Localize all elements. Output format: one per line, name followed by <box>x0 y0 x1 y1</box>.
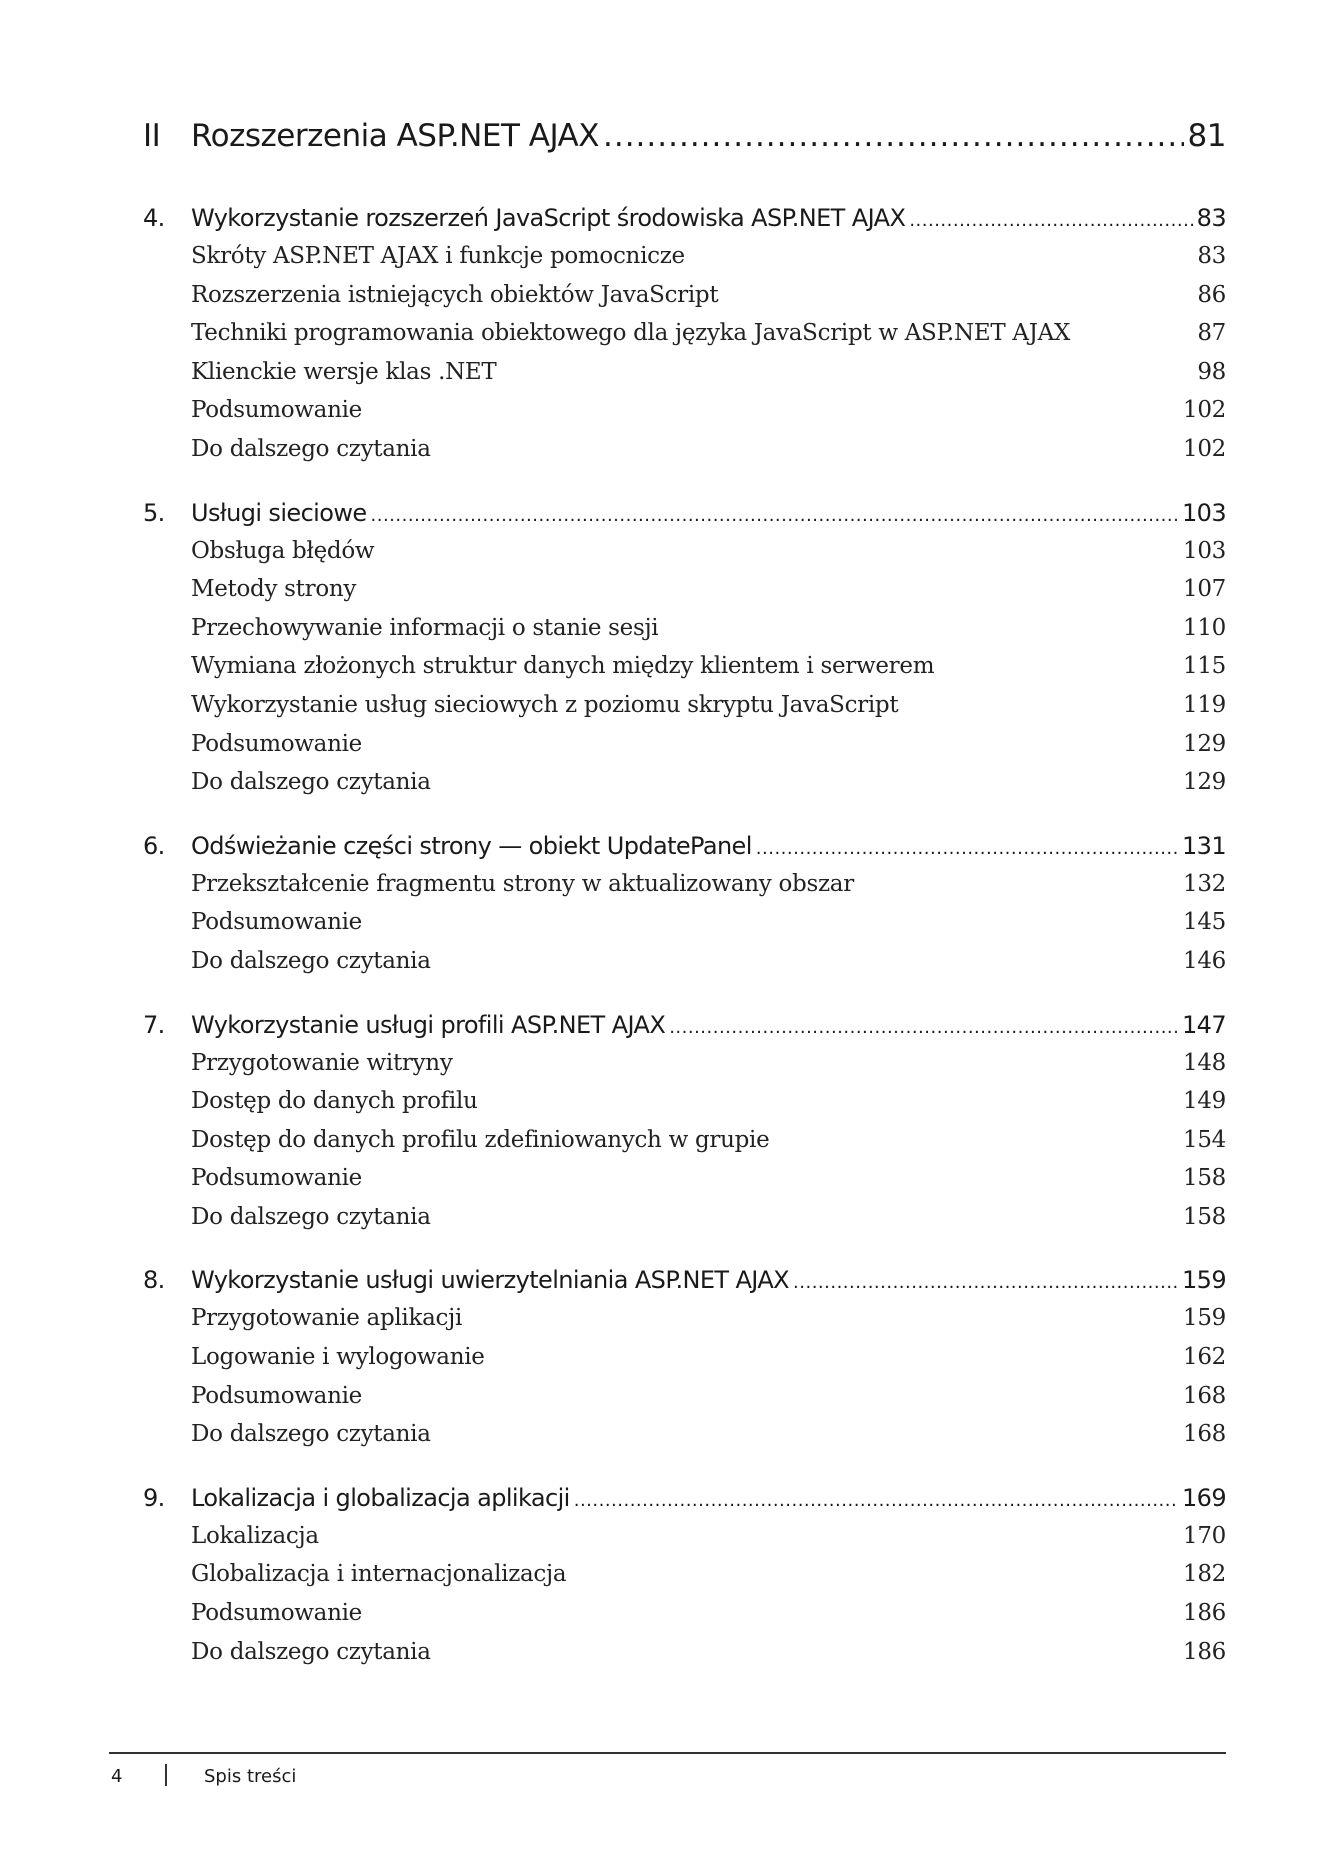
section-page-number: 86 <box>1197 281 1226 308</box>
chapter-title: Wykorzystanie usługi profili ASP.NET AJAX <box>191 1010 666 1039</box>
chapter-page-number: 169 <box>1181 1483 1226 1512</box>
page-footer <box>109 1752 1226 1794</box>
chapter-title: Wykorzystanie usługi uwierzytelniania ASP.NET AJAX <box>191 1266 790 1295</box>
footer-separator <box>165 1764 167 1786</box>
leader-dots <box>371 505 1178 526</box>
section-title: Logowanie i wylogowanie <box>191 1344 485 1371</box>
section-entry[interactable] <box>143 948 1226 987</box>
section-title: Rozszerzenia istniejących obiektów JavaScript <box>191 281 719 308</box>
section-entry[interactable] <box>143 871 1226 910</box>
section-page-number: 115 <box>1183 653 1226 680</box>
table-of-contents <box>143 118 1226 1701</box>
section-page-number: 132 <box>1183 870 1226 897</box>
section-entry[interactable] <box>143 436 1226 475</box>
chapter-number: 5. <box>143 498 165 527</box>
section-entry[interactable] <box>143 282 1226 321</box>
section-page-number: 154 <box>1183 1126 1226 1153</box>
chapter-heading[interactable] <box>143 1484 1226 1523</box>
section-entry[interactable] <box>143 909 1226 948</box>
part-page-number: 81 <box>1187 118 1226 154</box>
footer-page-number: 4 <box>111 1766 123 1787</box>
section-entry[interactable] <box>143 1421 1226 1460</box>
chapter <box>143 1266 1226 1459</box>
chapter-number: 7. <box>143 1010 165 1039</box>
section-entry[interactable] <box>143 359 1226 398</box>
section-page-number: 170 <box>1183 1522 1226 1549</box>
leader-dots <box>756 838 1178 859</box>
section-entry[interactable] <box>143 1344 1226 1383</box>
part-heading <box>143 118 1226 178</box>
section-page-number: 149 <box>1183 1088 1226 1115</box>
chapter-number: 6. <box>143 831 165 860</box>
section-page-number: 145 <box>1183 909 1226 936</box>
section-page-number: 182 <box>1183 1561 1226 1588</box>
leader-dots <box>603 118 1184 154</box>
chapter-heading[interactable] <box>143 832 1226 871</box>
section-page-number: 129 <box>1183 769 1226 796</box>
section-title: Do dalszego czytania <box>191 435 431 462</box>
section-page-number: 103 <box>1183 537 1226 564</box>
section-title: Wykorzystanie usług sieciowych z poziomu skryptu JavaScript <box>191 691 899 718</box>
section-page-number: 119 <box>1183 691 1226 718</box>
section-title: Przygotowanie aplikacji <box>191 1305 462 1332</box>
section-entry[interactable] <box>143 1523 1226 1562</box>
chapter <box>143 499 1226 808</box>
section-title: Klienckie wersje klas .NET <box>191 358 497 385</box>
chapter-title: Wykorzystanie rozszerzeń JavaScript środowiska ASP.NET AJAX <box>191 204 906 232</box>
section-title: Przechowywanie informacji o stanie sesji <box>191 614 659 641</box>
section-page-number: 186 <box>1183 1638 1226 1665</box>
section-title: Podsumowanie <box>191 1382 362 1409</box>
section-entry[interactable] <box>143 615 1226 654</box>
section-entry[interactable] <box>143 1088 1226 1127</box>
chapter <box>143 204 1226 475</box>
section-page-number: 158 <box>1183 1165 1226 1192</box>
section-page-number: 87 <box>1197 320 1226 347</box>
section-title: Podsumowanie <box>191 1165 362 1192</box>
section-entry[interactable] <box>143 1639 1226 1678</box>
chapter-heading[interactable] <box>143 1266 1226 1305</box>
section-page-number: 162 <box>1183 1344 1226 1371</box>
section-page-number: 129 <box>1183 730 1226 757</box>
section-entry[interactable] <box>143 1204 1226 1243</box>
chapter-title: Usługi sieciowe <box>191 498 367 527</box>
section-title: Podsumowanie <box>191 1600 362 1627</box>
chapter-page-number: 83 <box>1196 204 1226 232</box>
chapter-heading[interactable] <box>143 499 1226 538</box>
chapter-title: Lokalizacja i globalizacja aplikacji <box>191 1483 570 1512</box>
leader-dots <box>574 1490 1178 1511</box>
section-page-number: 102 <box>1183 435 1226 462</box>
leader-dots <box>669 1017 1178 1038</box>
leader-dots <box>793 1272 1178 1293</box>
section-entry[interactable] <box>143 692 1226 731</box>
section-entry[interactable] <box>143 769 1226 808</box>
section-page-number: 159 <box>1183 1305 1226 1332</box>
section-title: Podsumowanie <box>191 730 362 757</box>
chapter-number: 8. <box>143 1266 165 1295</box>
section-entry[interactable] <box>143 1127 1226 1166</box>
section-entry[interactable] <box>143 576 1226 615</box>
section-entry[interactable] <box>143 1561 1226 1600</box>
chapter-page-number: 131 <box>1181 831 1226 860</box>
section-title: Lokalizacja <box>191 1522 319 1549</box>
section-page-number: 98 <box>1197 358 1226 385</box>
section-page-number: 107 <box>1183 576 1226 603</box>
section-page-number: 110 <box>1183 614 1226 641</box>
chapter-page-number: 159 <box>1181 1266 1226 1295</box>
chapter-number: 9. <box>143 1483 165 1512</box>
section-title: Do dalszego czytania <box>191 1638 431 1665</box>
section-title: Wymiana złożonych struktur danych między klientem i serwerem <box>191 653 935 680</box>
section-entry[interactable] <box>143 320 1226 359</box>
section-title: Techniki programowania obiektowego dla języka JavaScript w ASP.NET AJAX <box>191 320 1071 347</box>
section-page-number: 168 <box>1183 1382 1226 1409</box>
section-entry[interactable] <box>143 1305 1226 1344</box>
section-title: Do dalszego czytania <box>191 1421 431 1448</box>
section-title: Do dalszego czytania <box>191 947 431 974</box>
part-number: II <box>143 118 161 154</box>
section-title: Podsumowanie <box>191 397 362 424</box>
section-page-number: 158 <box>1183 1203 1226 1230</box>
chapter-page-number: 147 <box>1181 1010 1226 1039</box>
section-page-number: 186 <box>1183 1600 1226 1627</box>
chapter-heading[interactable] <box>143 1011 1226 1050</box>
chapter-heading[interactable] <box>143 204 1226 243</box>
section-title: Metody strony <box>191 576 357 603</box>
chapter-page-number: 103 <box>1181 498 1226 527</box>
section-entry[interactable] <box>143 653 1226 692</box>
leader-dots <box>909 210 1192 231</box>
section-title: Przygotowanie witryny <box>191 1049 453 1076</box>
section-title: Dostęp do danych profilu <box>191 1088 478 1115</box>
section-title: Do dalszego czytania <box>191 1203 431 1230</box>
section-entry[interactable] <box>143 1383 1226 1422</box>
section-title: Globalizacja i internacjonalizacja <box>191 1561 567 1588</box>
section-entry[interactable] <box>143 1050 1226 1089</box>
chapter <box>143 1484 1226 1677</box>
footer-label: Spis treści <box>204 1766 297 1787</box>
chapter <box>143 1011 1226 1243</box>
section-page-number: 148 <box>1183 1049 1226 1076</box>
chapter-title: Odświeżanie części strony — obiekt UpdatePanel <box>191 831 752 860</box>
section-title: Skróty ASP.NET AJAX i funkcje pomocnicze <box>191 243 685 269</box>
section-entry[interactable] <box>143 397 1226 436</box>
chapter-number: 4. <box>143 204 165 232</box>
section-title: Dostęp do danych profilu zdefiniowanych w grupie <box>191 1126 770 1153</box>
section-page-number: 83 <box>1197 243 1226 269</box>
section-page-number: 168 <box>1183 1421 1226 1448</box>
section-page-number: 102 <box>1183 397 1226 424</box>
chapter <box>143 832 1226 987</box>
section-entry[interactable] <box>143 1165 1226 1204</box>
section-title: Przekształcenie fragmentu strony w aktualizowany obszar <box>191 870 854 897</box>
section-entry[interactable] <box>143 243 1226 282</box>
section-title: Obsługa błędów <box>191 537 375 564</box>
chapter-list <box>143 204 1226 1677</box>
section-entry[interactable] <box>143 538 1226 577</box>
section-title: Podsumowanie <box>191 909 362 936</box>
section-entry[interactable] <box>143 1600 1226 1639</box>
part-title: Rozszerzenia ASP.NET AJAX <box>191 118 599 154</box>
section-title: Do dalszego czytania <box>191 769 431 796</box>
section-entry[interactable] <box>143 731 1226 770</box>
section-page-number: 146 <box>1183 947 1226 974</box>
